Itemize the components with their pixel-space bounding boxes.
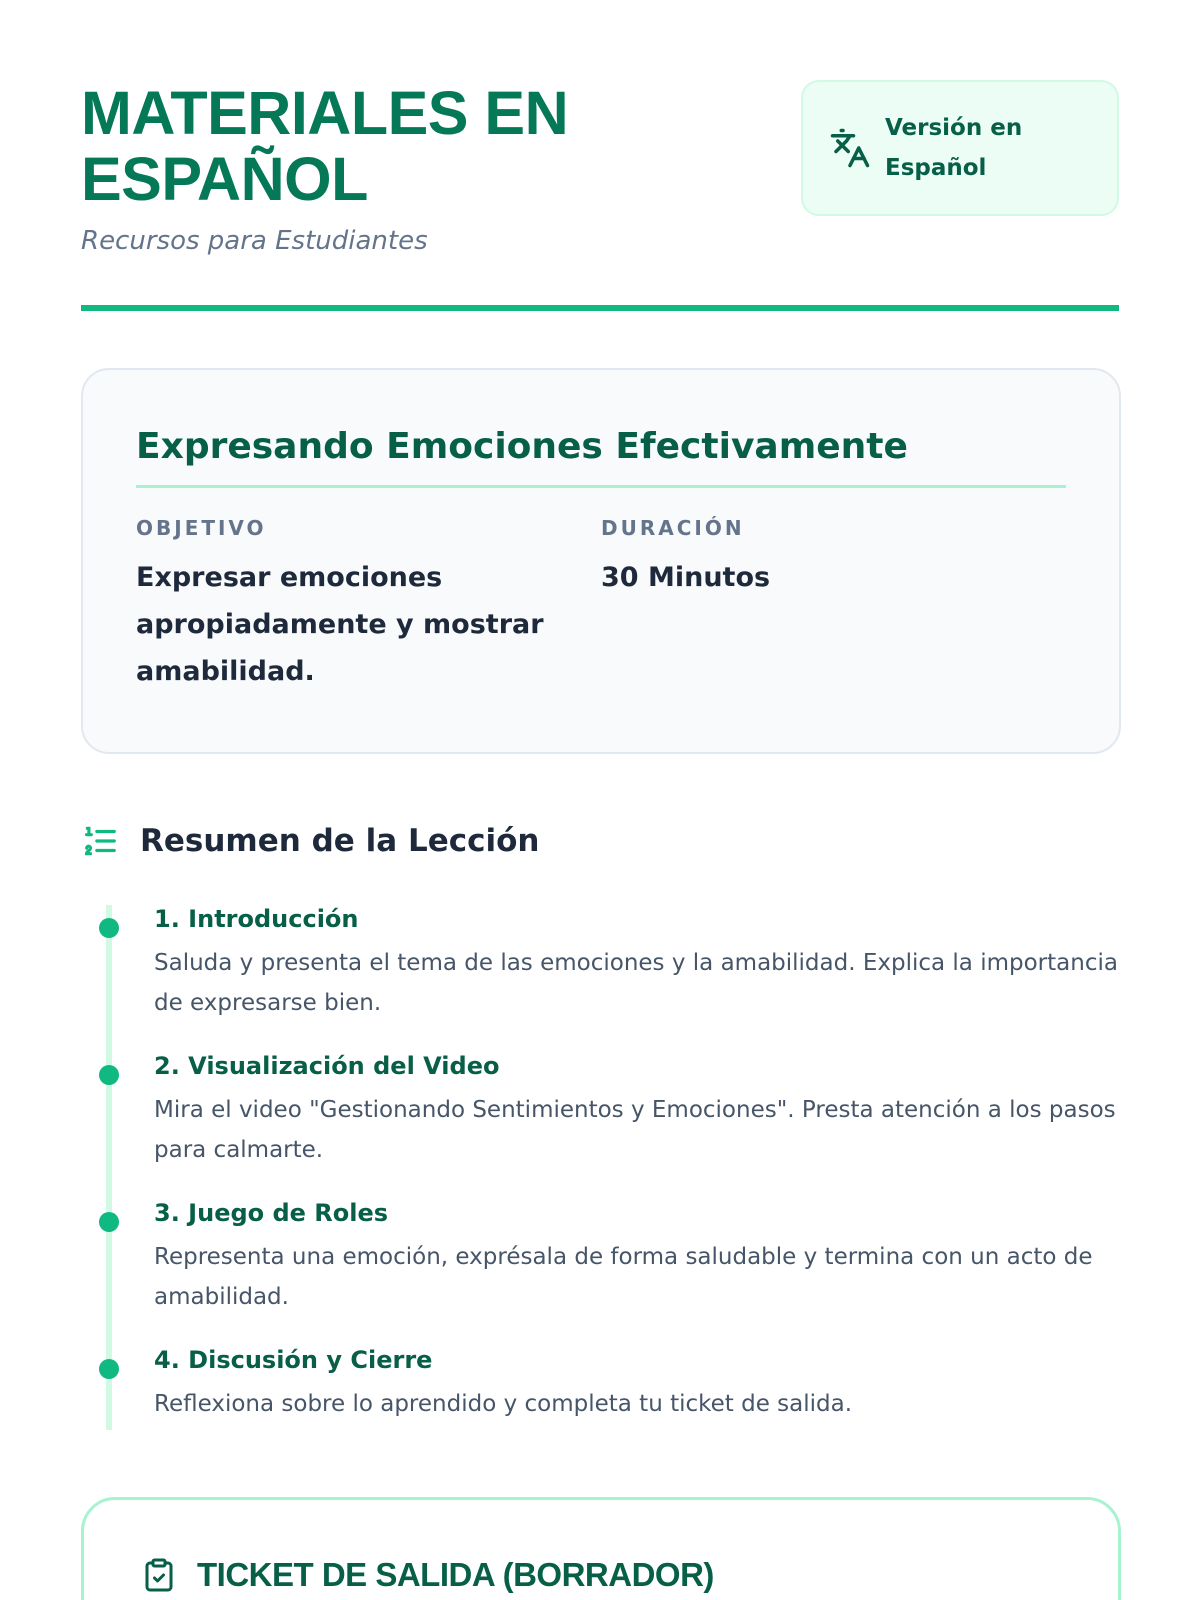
duration-block	[601, 516, 1066, 695]
objective-label: OBJETIVO	[136, 516, 267, 540]
objective-block	[136, 516, 601, 695]
step-description: Mira el video "Gestionando Sentimientos y Emociones". Presta atención a los pasos para calmarte.	[154, 1097, 1116, 1163]
translate-icon	[829, 127, 871, 169]
duration-label: DURACIÓN	[601, 516, 745, 540]
exit-ticket-title: TICKET DE SALIDA (BORRADOR)	[197, 1556, 714, 1593]
summary-title: Resumen de la Lección	[140, 823, 540, 859]
clipboard-check-icon	[141, 1555, 177, 1595]
page-title-line1: MATERIALES EN	[81, 79, 569, 147]
objective-text: Expresar emociones apropiadamente y mostrar amabilidad.	[136, 562, 544, 687]
language-badge-line2: Español	[885, 155, 987, 181]
language-badge-line1: Versión en	[885, 115, 1023, 141]
timeline-rail	[106, 905, 112, 1430]
step-title: 1. Introducción	[154, 905, 359, 933]
step-title: 2. Visualización del Video	[154, 1052, 500, 1080]
timeline-dot	[99, 1065, 119, 1085]
step-description: Reflexiona sobre lo aprendido y completa tu ticket de salida.	[154, 1391, 853, 1417]
page-title	[81, 80, 681, 212]
timeline-dot	[99, 1359, 119, 1379]
page-subtitle: Recursos para Estudiantes	[81, 226, 428, 256]
language-badge[interactable]	[801, 80, 1119, 216]
duration-text: 30 Minutos	[601, 562, 771, 593]
step-title: 3. Juego de Roles	[154, 1199, 389, 1227]
timeline-dot	[99, 1212, 119, 1232]
step-title: 4. Discusión y Cierre	[154, 1346, 433, 1374]
page-title-line2: ESPAÑOL	[81, 145, 368, 213]
step-description: Representa una emoción, exprésala de forma saludable y termina con un acto de amabilidad.	[154, 1244, 1093, 1310]
timeline-dot	[99, 918, 119, 938]
lesson-card	[81, 368, 1121, 754]
numbered-list-icon	[81, 822, 119, 860]
lesson-details	[136, 516, 1066, 695]
lesson-timeline	[81, 905, 1121, 1430]
exit-ticket-heading	[141, 1555, 714, 1595]
page-header	[81, 0, 1119, 311]
summary-heading	[81, 822, 539, 860]
language-badge-label	[885, 108, 1055, 188]
exit-ticket-card	[81, 1497, 1121, 1600]
step-description: Saluda y presenta el tema de las emociones y la amabilidad. Explica la importancia de expresarse bien.	[154, 950, 1118, 1016]
lesson-title: Expresando Emociones Efectivamente	[136, 426, 1066, 488]
